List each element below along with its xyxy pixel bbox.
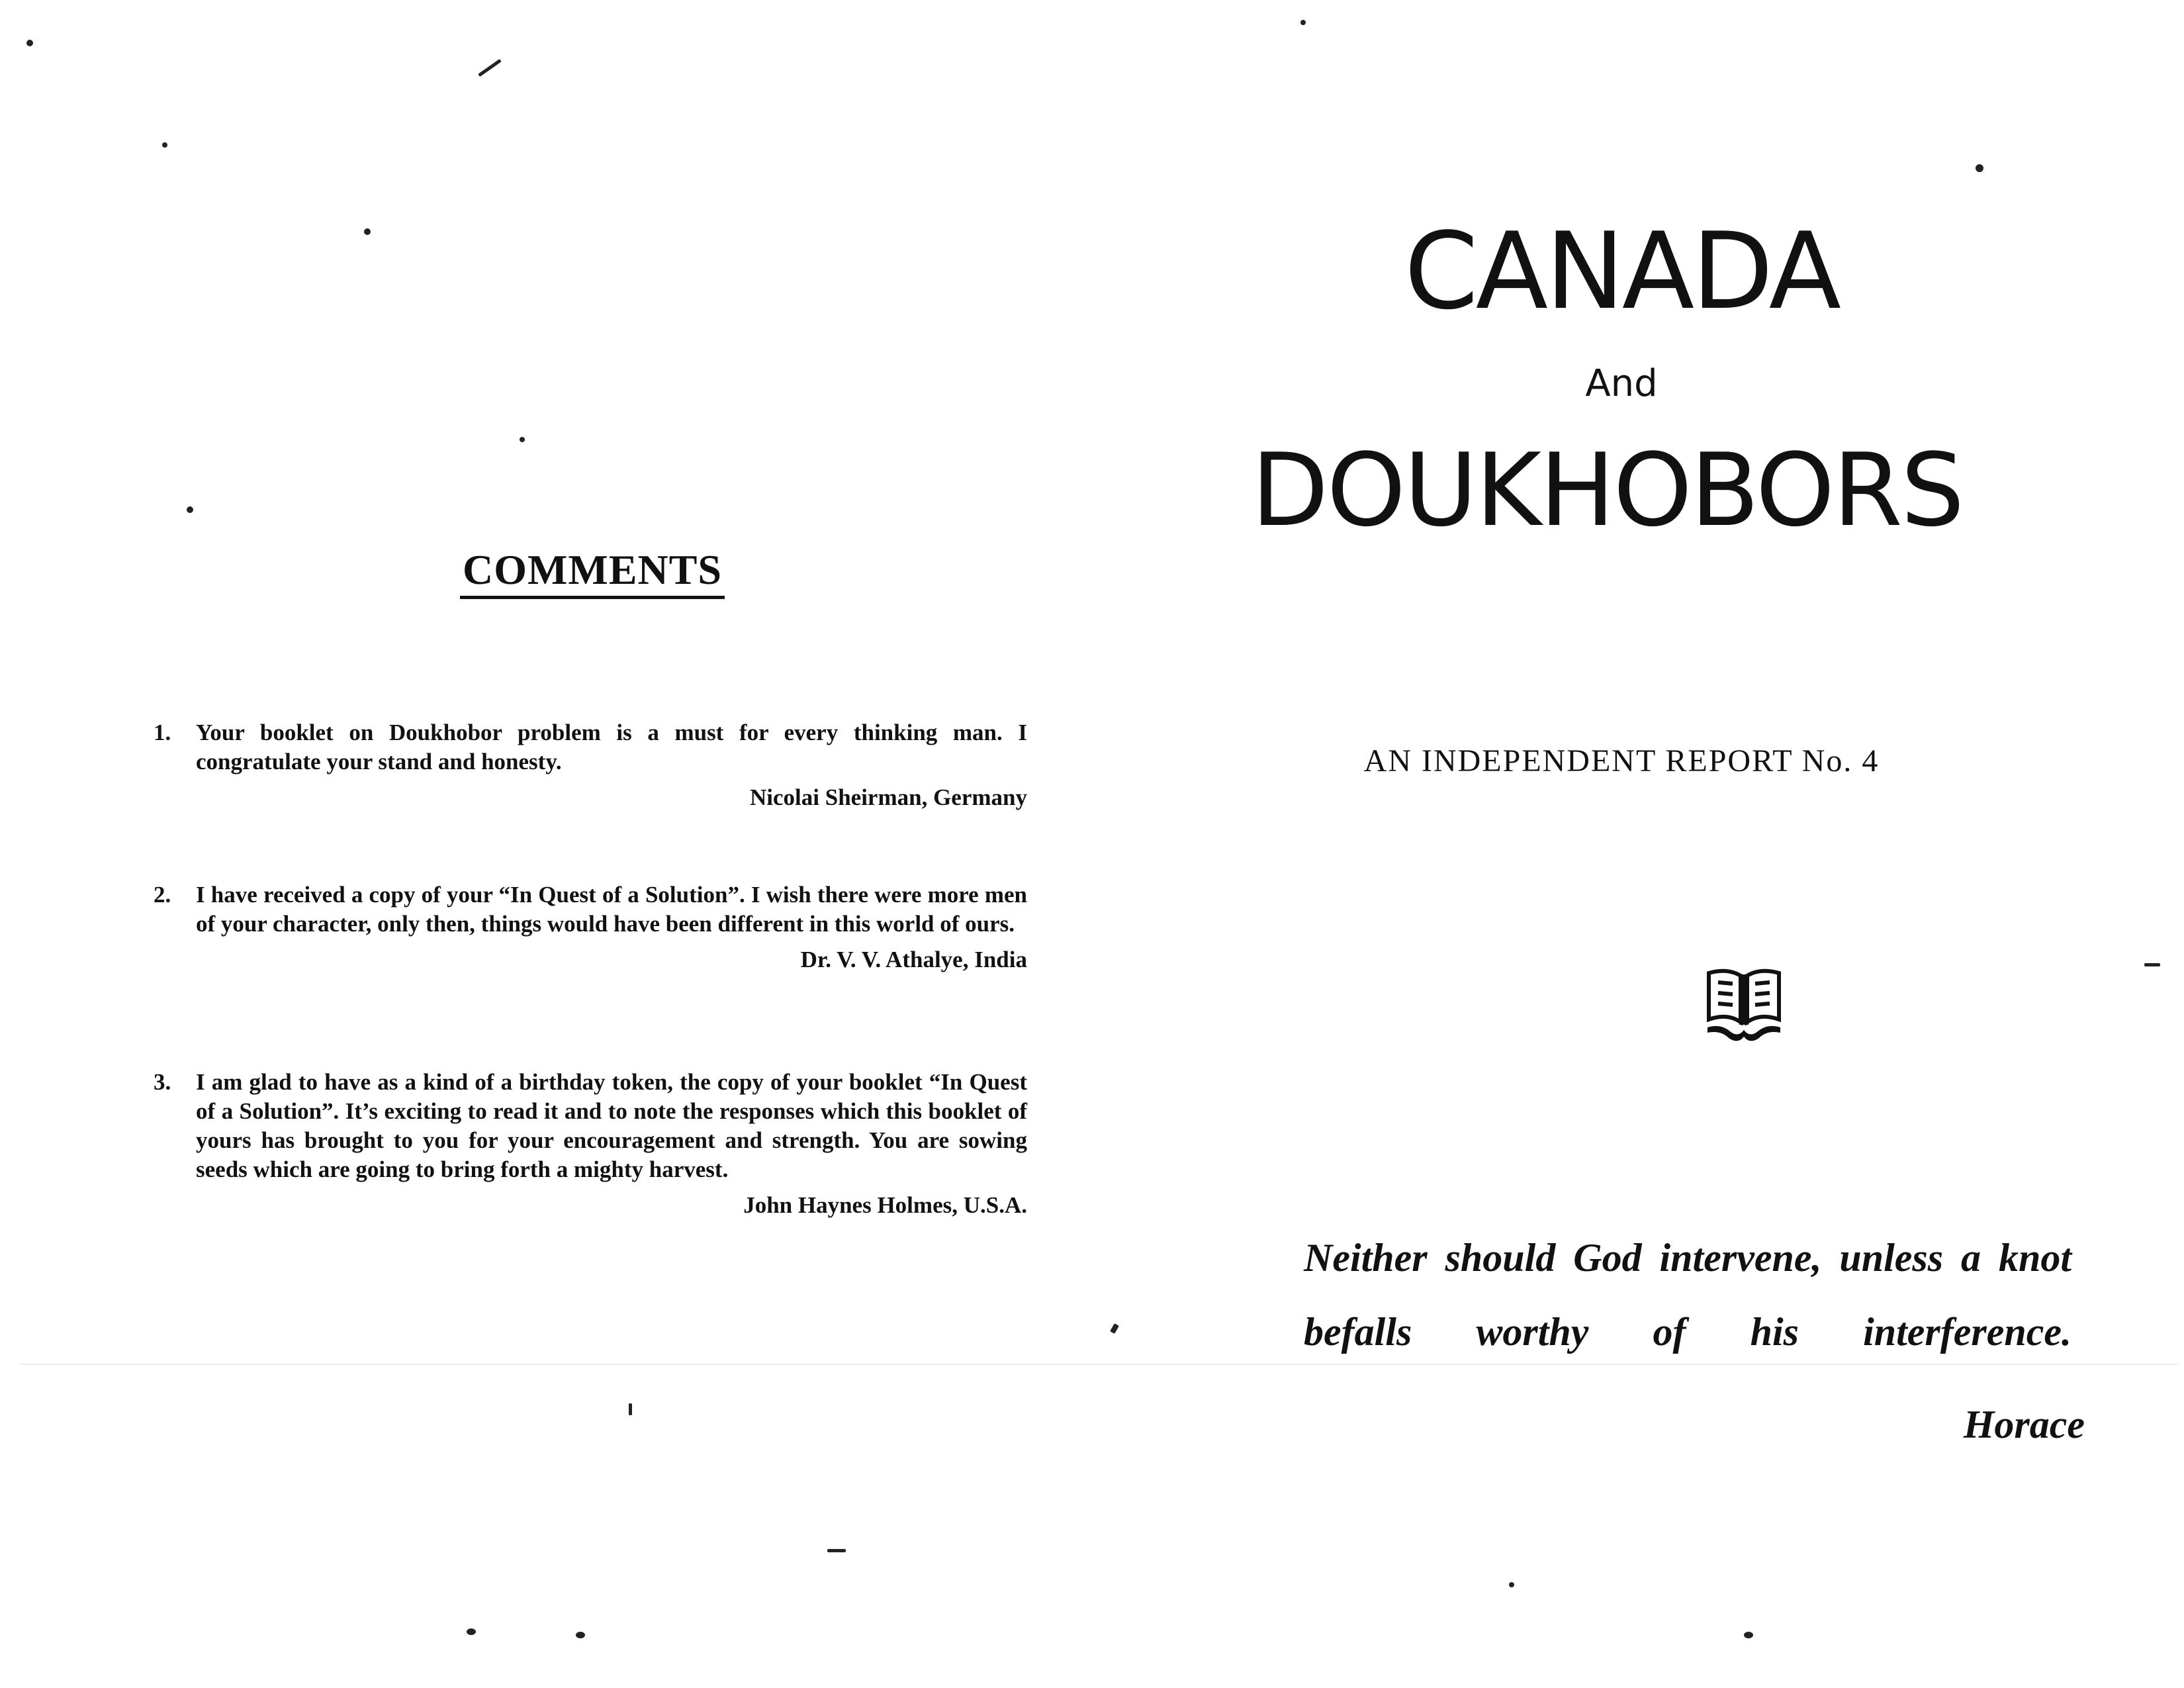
scan-speck <box>364 228 371 235</box>
report-label: AN INDEPENDENT REPORT No. 4 <box>1363 743 1880 778</box>
scan-speck <box>1976 164 1983 172</box>
scan-speck <box>467 1628 476 1635</box>
comment-text: I am glad to have as a kind of a birthday token, the copy of your booklet “In Quest of a Solution”. It’s exciting to read it and to note the responses which this booklet of yours has brought to you for your encouragement and strength. You are sowing seeds which are going to bring forth a mighty harvest. <box>196 1069 1027 1182</box>
scan-speck <box>1509 1582 1514 1587</box>
comment-item <box>154 880 1027 974</box>
title-and: And <box>1585 362 1658 405</box>
scan-speck <box>629 1403 632 1415</box>
scan-speck <box>26 40 33 46</box>
comment-item <box>154 718 1027 812</box>
comment-number: 1. <box>154 720 171 745</box>
comment-author: Nicolai Sheirman, Germany <box>750 784 1027 810</box>
title-canada: CANADA <box>1404 209 1839 333</box>
comments-heading: COMMENTS <box>460 547 725 599</box>
comment-author: Dr. V. V. Athalye, India <box>800 947 1027 972</box>
quote-author: Horace <box>1963 1403 2085 1446</box>
scan-speck <box>187 506 193 513</box>
scan-speck <box>520 437 525 442</box>
comment-item <box>154 1068 1027 1220</box>
open-book-emblem-icon <box>1701 966 1787 1046</box>
scan-speck <box>162 142 167 148</box>
comment-text: I have received a copy of your “In Quest of a Solution”. I wish there were more men of your character, only then, things would have been different in this world of ours. <box>196 882 1027 937</box>
scan-speck <box>1300 20 1306 25</box>
comment-number: 2. <box>154 882 171 908</box>
right-page <box>1092 0 2184 1688</box>
quote-text: Neither should God intervene, unless a knot befalls worthy of his interference. <box>1304 1236 2071 1354</box>
comment-text: Your booklet on Doukhobor problem is a must for every thinking man. I congratulate your stand and honesty. <box>196 720 1027 774</box>
comment-number: 3. <box>154 1069 171 1095</box>
scan-speck <box>827 1549 846 1552</box>
scan-speck <box>1744 1632 1753 1638</box>
title-doukhobors: DOUKHOBORS <box>1251 432 1963 549</box>
comment-author: John Haynes Holmes, U.S.A. <box>743 1192 1027 1218</box>
scan-speck <box>576 1632 585 1638</box>
scan-speck <box>2144 963 2160 966</box>
